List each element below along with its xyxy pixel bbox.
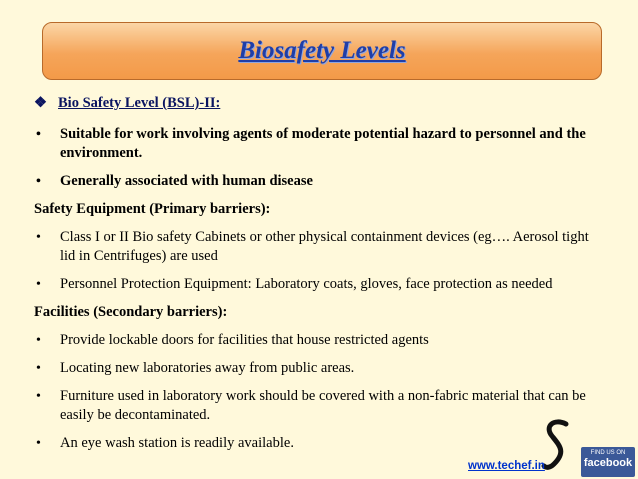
bullet-icon: • bbox=[36, 333, 41, 348]
slide-content bbox=[34, 94, 600, 462]
facilities-heading: Facilities (Secondary barriers): bbox=[34, 304, 228, 320]
website-link[interactable]: www.techef.in bbox=[468, 460, 545, 472]
equipment-bullet: • Personnel Protection Equipment: Laboratory coats, gloves, face protection as needed bbox=[36, 276, 553, 292]
bullet-icon: • bbox=[36, 361, 41, 376]
bullet-icon: • bbox=[36, 277, 41, 292]
bullet-icon: • bbox=[36, 389, 41, 404]
intro-bullet: • Suitable for work involving agents of moderate potential hazard to personnel and the environment. bbox=[36, 126, 586, 161]
slide-title: Biosafety Levels bbox=[238, 37, 406, 64]
section-heading: ❖ Bio Safety Level (BSL)-II: bbox=[34, 95, 221, 111]
facilities-bullet: • Locating new laboratories away from public areas. bbox=[36, 360, 355, 376]
facilities-bullet: • Provide lockable doors for facilities that house restricted agents bbox=[36, 332, 429, 348]
equipment-heading: Safety Equipment (Primary barriers): bbox=[34, 201, 271, 217]
title-banner bbox=[42, 22, 602, 80]
bullet-icon: • bbox=[36, 436, 41, 451]
facebook-badge[interactable]: FIND US ON facebook bbox=[581, 447, 635, 477]
bullet-icon: • bbox=[36, 230, 41, 245]
intro-bullet: • Generally associated with human disease bbox=[36, 173, 313, 189]
techef-logo-icon bbox=[540, 418, 574, 474]
bullet-icon: • bbox=[36, 174, 41, 189]
equipment-bullet: • Class I or II Bio safety Cabinets or other physical containment devices (eg…. Aerosol tight lid in Centrifuges) are used bbox=[36, 229, 589, 264]
bullet-icon: • bbox=[36, 127, 41, 142]
facilities-bullet: • Furniture used in laboratory work should be covered with a non-fabric material that can be easily be decontaminated. bbox=[36, 388, 586, 423]
facilities-bullet: • An eye wash station is readily available. bbox=[36, 435, 294, 451]
diamond-bullet-icon: ❖ bbox=[34, 95, 47, 111]
